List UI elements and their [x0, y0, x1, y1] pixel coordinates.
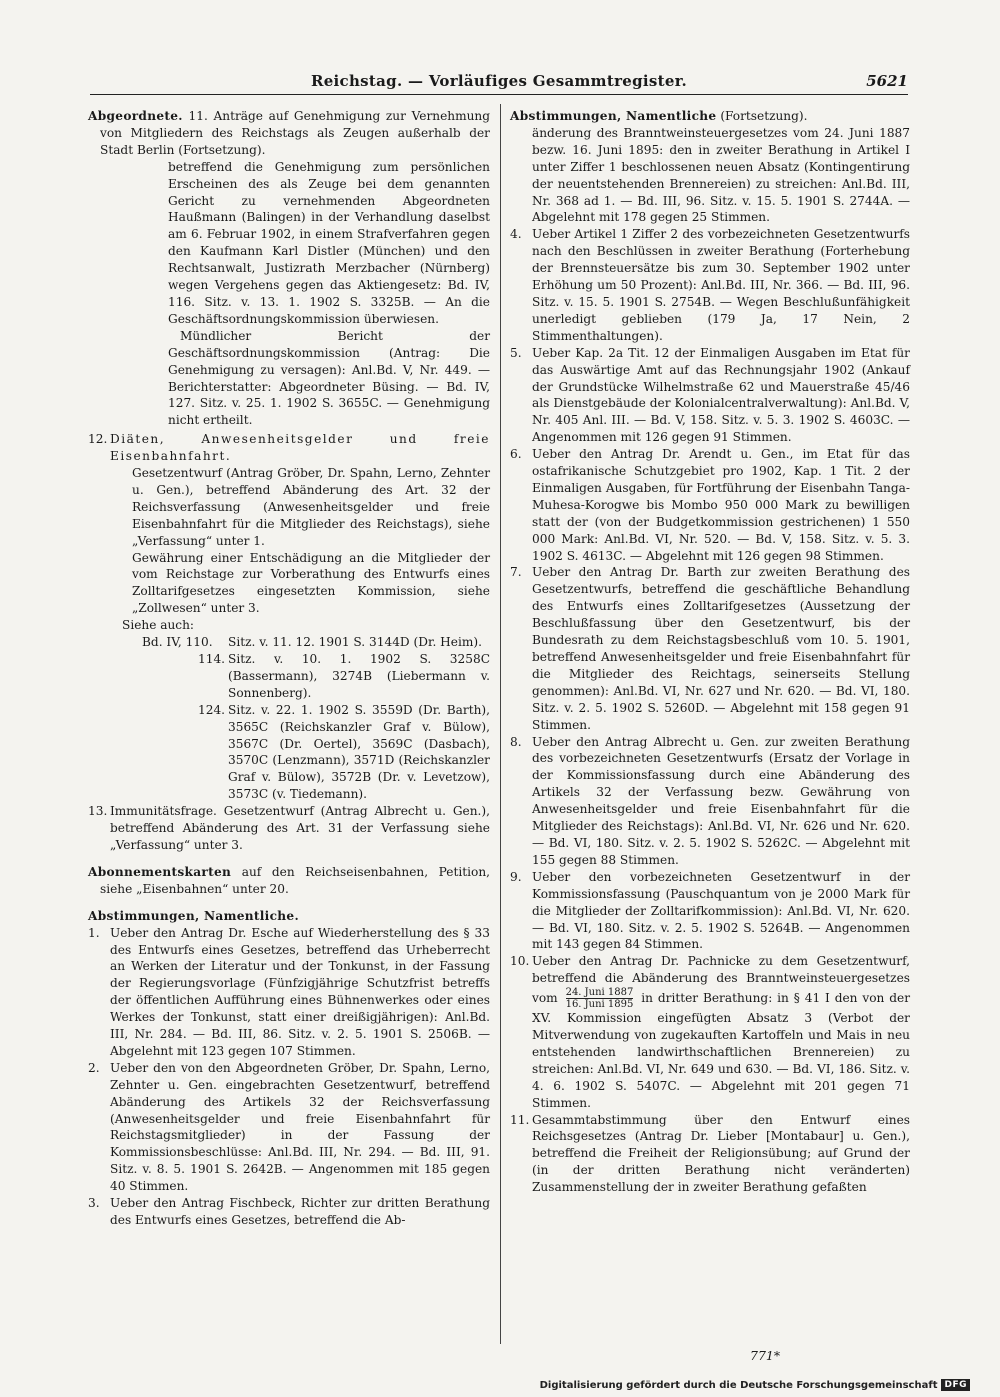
reference-text: Sitz. v. 22. 1. 1902 S. 3559D (Dr. Barth), 3565C (Reichskanzler Graf v. Bülow), 3567C (Dr. Oertel), 3569C (Dasbach), 3570C (Lenzmann), 3571D (Reichskanzler Graf v. Bülow), 3572B (Dr. v. Levetzow), 3573C (v. Tiedemann). — [228, 702, 490, 802]
item-text: Ueber den Antrag Albrecht u. Gen. zur zweiten Berathung des vorbezeichneten Gesetzentwurfs (Ersatz der Vorlage in der Kommissionsfassung durch eine Abänderung des Artikels 32 der Verfassung bezw. Gewährung von Anwesenheitsgelder und freie Eisenbahnfahrt für die Mitglieder des Reichstags): Anl.Bd. VI, Nr. 626 und Nr. 620. — Bd. VI, 180. Sitz. v. 2. 5. 1902 S. 5262C. — Abgelehnt mit 155 gegen 88 Stimmen. — [532, 734, 910, 867]
entry-heading: Abgeordnete. — [88, 109, 183, 123]
right-column — [510, 108, 910, 1196]
item-number: 1. — [88, 925, 100, 940]
list-item — [88, 803, 490, 854]
reference-number: 124. — [198, 702, 226, 717]
item-number: 6. — [510, 447, 522, 462]
reference-item — [88, 634, 490, 651]
entry-text: auf den Reichseisenbahnen, Petition, siehe „Eisenbahnen“ unter 20. — [100, 864, 490, 896]
list-item — [88, 1060, 490, 1195]
reference-item — [88, 702, 490, 803]
list-item — [510, 734, 910, 869]
item-number: 8. — [510, 734, 522, 749]
paragraph: Gewährung einer Entschädigung an die Mitglieder der vom Reichstage zur Vorberathung des Entwurfs eines Zolltarifgesetzes eingesetzten Kommission, siehe „Zollwesen“ unter 3. — [132, 550, 490, 616]
item-text: Ueber Kap. 2a Tit. 12 der Einmaligen Ausgaben im Etat für das Auswärtige Amt auf das Rechnungsjahr 1902 (Ankauf der Grundstücke Wilhelmstraße 62 und Mauerstraße 45/46 als Dienstgebäude der Kolonialcentralverwaltung): Anl.Bd. V, Nr. 405 Anl. III. — Bd. V, 158. Sitz. v. 5. 3. 1902 S. 4603C. — Angenommen mit 126 gegen 91 Stimmen. — [532, 345, 910, 445]
left-column — [88, 108, 490, 1229]
item-number: 7. — [510, 565, 522, 580]
paragraph: änderung des Branntweinsteuergesetzes vom 24. Juni 1887 bezw. 16. Juni 1895: den in zweiter Berathung in Artikel I unter Ziffer 1 beschlossenen neuen Absatz (Kontingentirung der neuentstehenden Brennereien) zu streichen: Anl.Bd. III, Nr. 368 ad 1. — Bd. III, 96. Sitz. v. 15. 5. 1901 S. 2744A. — Abgelehnt mit 178 gegen 25 Stimmen. — [532, 125, 910, 225]
item-text: Ueber den Antrag Fischbeck, Richter zur dritten Berathung des Entwurfs eines Gesetzes, betreffend die Ab- — [110, 1196, 490, 1227]
list-item — [88, 431, 490, 465]
item-text: Ueber den Antrag Dr. Barth zur zweiten Berathung des Gesetzentwurfs, betreffend die geschäftliche Behandlung des Entwurfs eines Zolltarifgesetzes (Aussetzung der Beschlußfassung über den Gesetzentwurf, bis der Bundesrath zu dem Reichstagsbeschluß vom 10. 5. 1901, betreffend Anwesenheitsgelder und freie Eisenbahnfahrt für die Mitglieder des Reichtags, seinerseits Stellung genommen): Anl.Bd. VI, Nr. 627 und Nr. 620. — Bd. VI, 180. Sitz. v. 2. 5. 1902 S. 5260D. — Abgelehnt mit 158 gegen 91 Stimmen. — [532, 565, 910, 732]
reference-text: Sitz. v. 10. 1. 1902 S. 3258C (Bassermann), 3274B (Liebermann v. Sonnenberg). — [228, 652, 490, 700]
item-number: 4. — [510, 227, 522, 242]
list-item — [510, 564, 910, 733]
entry-text: 11. Anträge auf Genehmigung zur Vernehmung von Mitgliedern des Reichstags als Zeugen außerhalb der Stadt Berlin (Fortsetzung). — [100, 109, 491, 157]
paragraph: betreffend die Genehmigung zum persönlichen Erscheinen des als Zeuge bei dem genannten Gericht zu vernehmenden Abgeordneten Haußmann (Balingen) in der Verhandlung daselbst am 6. Februar 1902, in einem Strafverfahren gegen den Kaufmann Karl Distler (München) und den Rechtsanwalt, Justizrath Merzbacher (Nürnberg) wegen Vergehens gegen das Aktiengesetz: Bd. IV, 116. Sitz. v. 13. 1. 1902 S. 3325B. — An die Geschäftsordnungskommission überwiesen. — [168, 159, 490, 326]
item-number: 9. — [510, 869, 522, 884]
item-number: 10. — [510, 954, 530, 969]
entry-heading: Abonnementskarten — [88, 864, 232, 879]
paragraph: Mündlicher Bericht der Geschäftsordnungskommission (Antrag: Die Genehmigung zu versagen): Anl.Bd. V, Nr. 449. — Berichterstatter: Abgeordneter Büsing. — Bd. IV, 127. Sitz. v. 25. 1. 1902 S. 3655C. — Genehmigung nicht ertheilt. — [168, 328, 490, 428]
list-item — [510, 345, 910, 446]
date-fraction — [566, 987, 634, 1010]
list-item — [510, 1112, 910, 1197]
item-number: 11. — [510, 1112, 530, 1127]
reference-number: Bd. IV, 110. — [142, 635, 213, 650]
item-text: Ueber den Antrag Dr. Arendt u. Gen., im Etat für das ostafrikanische Schutzgebiet pro 1902, Kap. 1 Tit. 2 der Einmaligen Ausgaben, für Fortführung der Eisenbahn Tanga-Muhesa-Korogwe bis Mombo 950 000 Mark zu bewilligen statt der (von der Budgetkommission gestrichenen) 1 550 000 Mark: Anl.Bd. VI, Nr. 520. — Bd. V, 158. Sitz. v. 5. 3. 1902 S. 4613C. — Abgelehnt mit 126 gegen 98 Stimmen. — [532, 447, 910, 563]
item-text: in dritter Berathung: in § 41 I den von der XV. Kommission eingefügten Absatz 3 (Verbot der Mitverwendung von zugekauften Kartoffeln und Mais in neu entstehenden landwirthschaftlichen Brennereien) zu streichen: Anl.Bd. VI, Nr. 649 und 630. — Bd. VI, 186. Sitz. v. 4. 6. 1902 S. 5407C. — Abgelehnt mit 201 gegen 71 Stimmen. — [532, 991, 911, 1110]
item-number: 3. — [88, 1196, 100, 1211]
entry-abonnementskarten — [88, 864, 490, 898]
funding-text: Digitalisierung gefördert durch die Deutsche Forschungsgemeinschaft — [539, 1379, 938, 1391]
entry-abstimmungen — [88, 908, 490, 925]
item-number: 12. — [88, 432, 108, 447]
item-title: Diäten, Anwesenheitsgelder und freie Eisenbahnfahrt. — [110, 432, 490, 464]
item-text: Ueber den Antrag Dr. Esche auf Wiederherstellung des § 33 des Entwurfs eines Gesetzes, betreffend das Urheberrecht an Werken der Literatur und der Tonkunst, in der Fassung der Regierungsvorlage (Fünfzigjährige Schutzfrist betreffs der öffentlichen Aufführung eines Bühnenwerkes oder eines Werkes der Tonkunst, statt einer dreißigjährigen): Anl.Bd. III, Nr. 284. — Bd. III, 86. Sitz. v. 2. 5. 1901 S. 2506B. — Abgelehnt mit 123 gegen 107 Stimmen. — [110, 925, 490, 1058]
entry-heading: Abstimmungen, Namentliche. — [88, 908, 299, 923]
page-number: 5621 — [866, 72, 908, 90]
list-item — [510, 226, 910, 344]
entry-heading: Abstimmungen, Namentliche — [510, 109, 717, 123]
continued-heading — [510, 108, 910, 125]
item-text: Ueber den vorbezeichneten Gesetzentwurf in der Kommissionsfassung (Pauschquantum von je 2000 Mark für die Mitglieder der Zolltarifkommission): Anl.Bd. VI, Nr. 620. — Bd. VI, 180. Sitz. v. 2. 5. 1902 S. 5264B. — Angenommen mit 143 gegen 84 Stimmen. — [532, 869, 910, 952]
reference-item — [88, 651, 490, 702]
item-text: Ueber den Antrag Dr. Pachnicke zu dem Gesetzentwurf, betreffend die Abänderung des Branntweinsteuergesetzes vom — [532, 954, 910, 1006]
item-text: Gesammtabstimmung über den Entwurf eines Reichsgesetzes (Antrag Dr. Lieber [Montabaur] u. Gen.), betreffend die Freiheit der Religionsübung; auf Grund der (in der dritten Berathung nicht veränderten) Zusammenstellung der in zweiter Berathung gefaßten — [532, 1112, 910, 1195]
entry-abgeordnete — [88, 108, 490, 159]
entry-suffix: (Fortsetzung). — [720, 109, 808, 123]
funding-note — [540, 1379, 970, 1391]
fraction-top: 24. Juni 1887 — [565, 987, 634, 999]
item-text: Ueber Artikel 1 Ziffer 2 des vorbezeichneten Gesetzentwurfs nach den Beschlüssen in zweiter Berathung (Forterhebung der Brennsteuersätze bis zum 30. September 1902 unter Erhöhung um 50 Prozent): Anl.Bd. III, Nr. 366. — Bd. III, 96. Sitz. v. 15. 5. 1901 S. 2754B. — Wegen Beschlußunfähigkeit unerledigt geblieben (179 Ja, 17 Nein, 2 Stimmenthaltungen). — [532, 227, 910, 343]
item-number: 5. — [510, 345, 522, 360]
page-title: Reichstag. — Vorläufiges Gesammtregister. — [310, 72, 688, 90]
page-header — [90, 72, 908, 95]
item-text: Ueber den von den Abgeordneten Gröber, Dr. Spahn, Lerno, Zehnter u. Gen. eingebrachten Gesetzentwurf, betreffend Abänderung des Artikels 32 der Reichsverfassung (Anwesenheitsgelder und freie Eisenbahnfahrt für Reichstagsmitglieder) in der Fassung der Kommissionsbeschlüsse: Anl.Bd. III, Nr. 294. — Bd. III, 91. Sitz. v. 8. 5. 1901 S. 2642B. — Angenommen mit 185 gegen 40 Stimmen. — [110, 1060, 490, 1194]
column-divider — [500, 104, 501, 1344]
reference-text: Sitz. v. 11. 12. 1901 S. 3144D (Dr. Heim). — [228, 635, 482, 650]
list-item — [88, 925, 490, 1060]
item-number: 13. — [88, 804, 108, 819]
dfg-logo-icon: DFG — [941, 1379, 970, 1391]
list-item — [510, 446, 910, 564]
sheet-signature: 771* — [750, 1348, 781, 1363]
reference-number: 114. — [198, 652, 226, 666]
siehe-auch: Siehe auch: — [122, 618, 195, 633]
item-number: 2. — [88, 1060, 100, 1075]
item-text: Immunitätsfrage. Gesetzentwurf (Antrag Albrecht u. Gen.), betreffend Abänderung des Art. 31 der Verfassung siehe „Verfassung“ unter 3. — [110, 804, 490, 852]
list-item — [510, 869, 910, 954]
paragraph: Gesetzentwurf (Antrag Gröber, Dr. Spahn, Lerno, Zehnter u. Gen.), betreffend Abänderung des Art. 32 der Reichsverfassung (Anwesenheitsgelder und freie Eisenbahnfahrt für die Mitglieder des Reichstags), siehe „Verfassung“ unter 1. — [132, 466, 490, 548]
fraction-bottom: 16. Juni 1895 — [565, 999, 634, 1011]
list-item — [510, 953, 910, 1111]
list-item — [88, 1195, 490, 1229]
